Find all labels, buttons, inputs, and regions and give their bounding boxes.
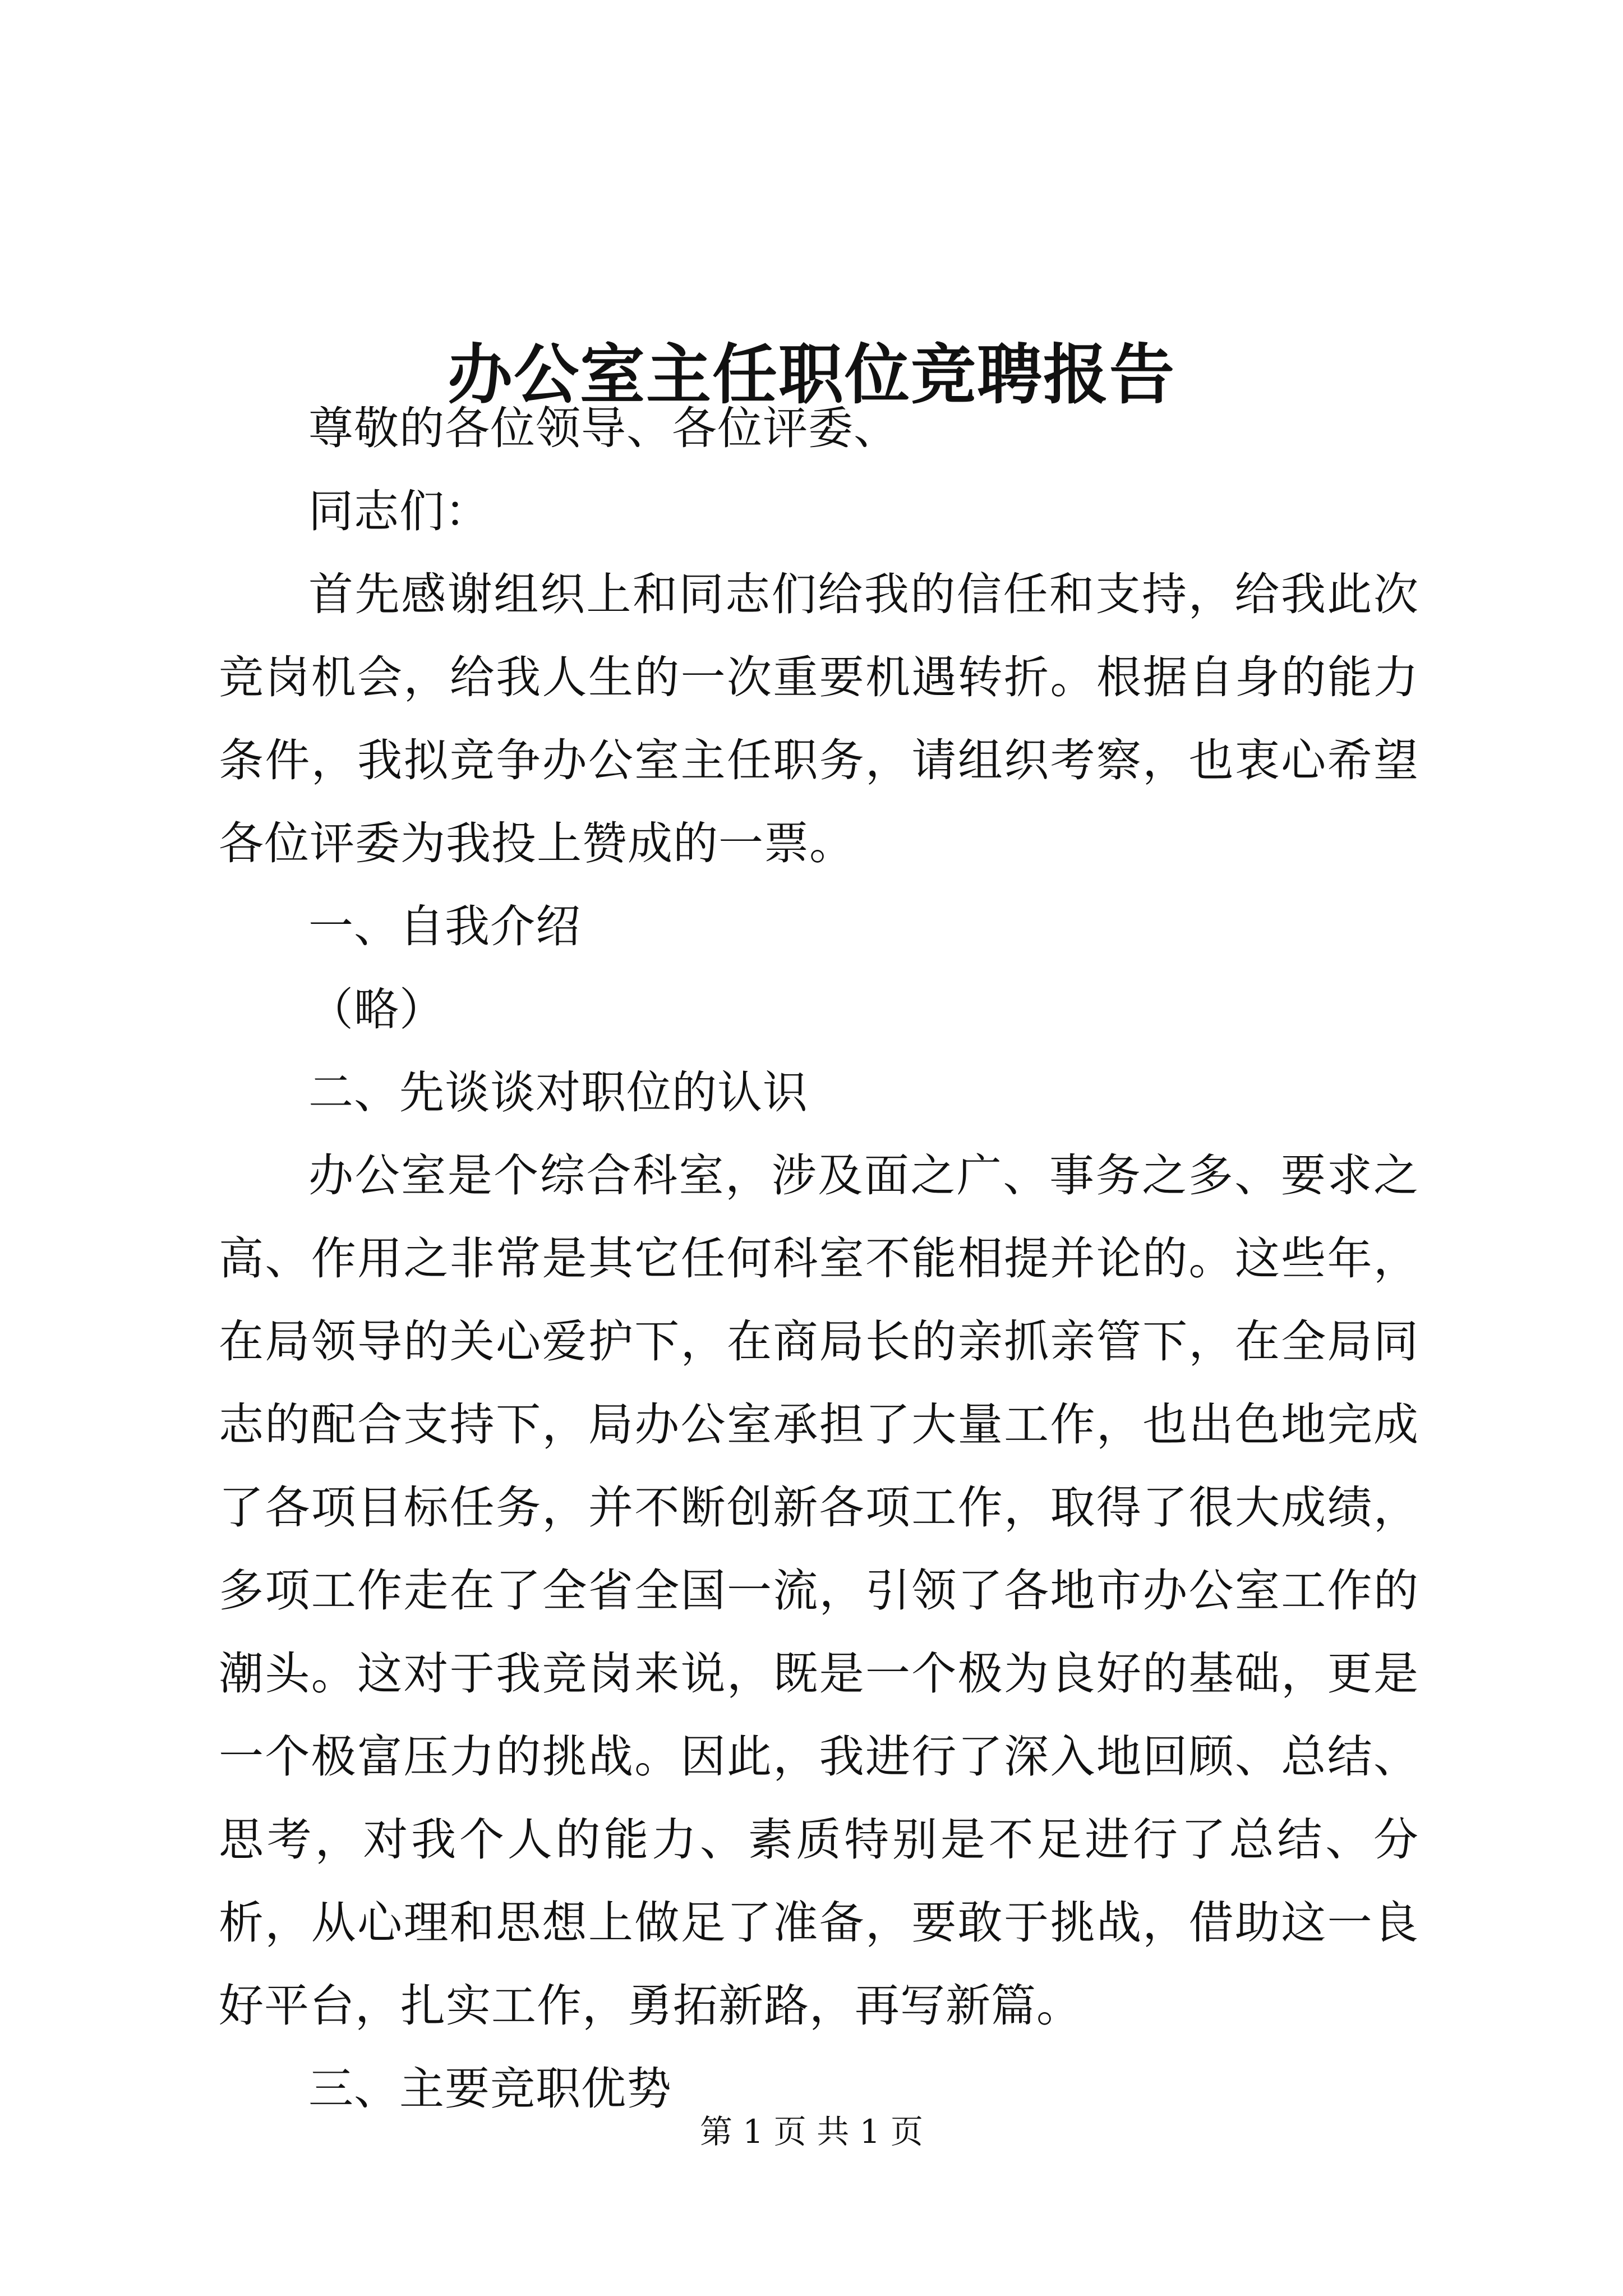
opening-paragraph: 首先感谢组织上和同志们给我的信任和支持，给我此次竞岗机会，给我人生的一次重要机遇转折。根据自身的能力条件，我拟竞争办公室主任职务，请组织考察，也衷心希望各位评委为我投上赞成的一票。 (219, 568, 1419, 869)
section-2-paragraph: 办公室是个综合科室，涉及面之广、事务之多、要求之高、作用之非常是其它任何科室不能相提并论的。这些年，在局领导的关心爱护下，在商局长的亲抓亲管下，在全局同志的配合支持下，局办公室承担了大量工作，也出色地完成了各项目标任务，并不断创新各项工作，取得了很大成绩，多项工作走在了全省全国一流，引领了各地市办公室工作的潮头。这对于我竞岗来说，既是一个极为良好的基础，更是一个极富压力的挑战。因此，我进行了深入地回顾、总结、思考，对我个人的能力、素质特别是不足进行了总结、分析，从心理和思想上做足了准备，要敢于挑战，借助这一良好平台，扎实工作，勇拓新路，再写新篇。 (219, 1149, 1419, 2032)
salutation-line-1: 尊敬的各位领导、各位评委、 (308, 402, 899, 454)
section-1-content: （略） (308, 983, 445, 1036)
document-body (219, 387, 1419, 2131)
section-heading-3: 三、主要竞职优势 (308, 2063, 672, 2115)
section-heading-1: 一、自我介绍 (308, 900, 581, 953)
salutation-line-2: 同志们： (308, 485, 490, 537)
document-title: 办公室主任职位竞聘报告 (448, 336, 1175, 413)
section-heading-2: 二、先谈谈对职位的认识 (308, 1066, 808, 1119)
page-footer: 第 1 页 共 1 页 (700, 2113, 923, 2151)
